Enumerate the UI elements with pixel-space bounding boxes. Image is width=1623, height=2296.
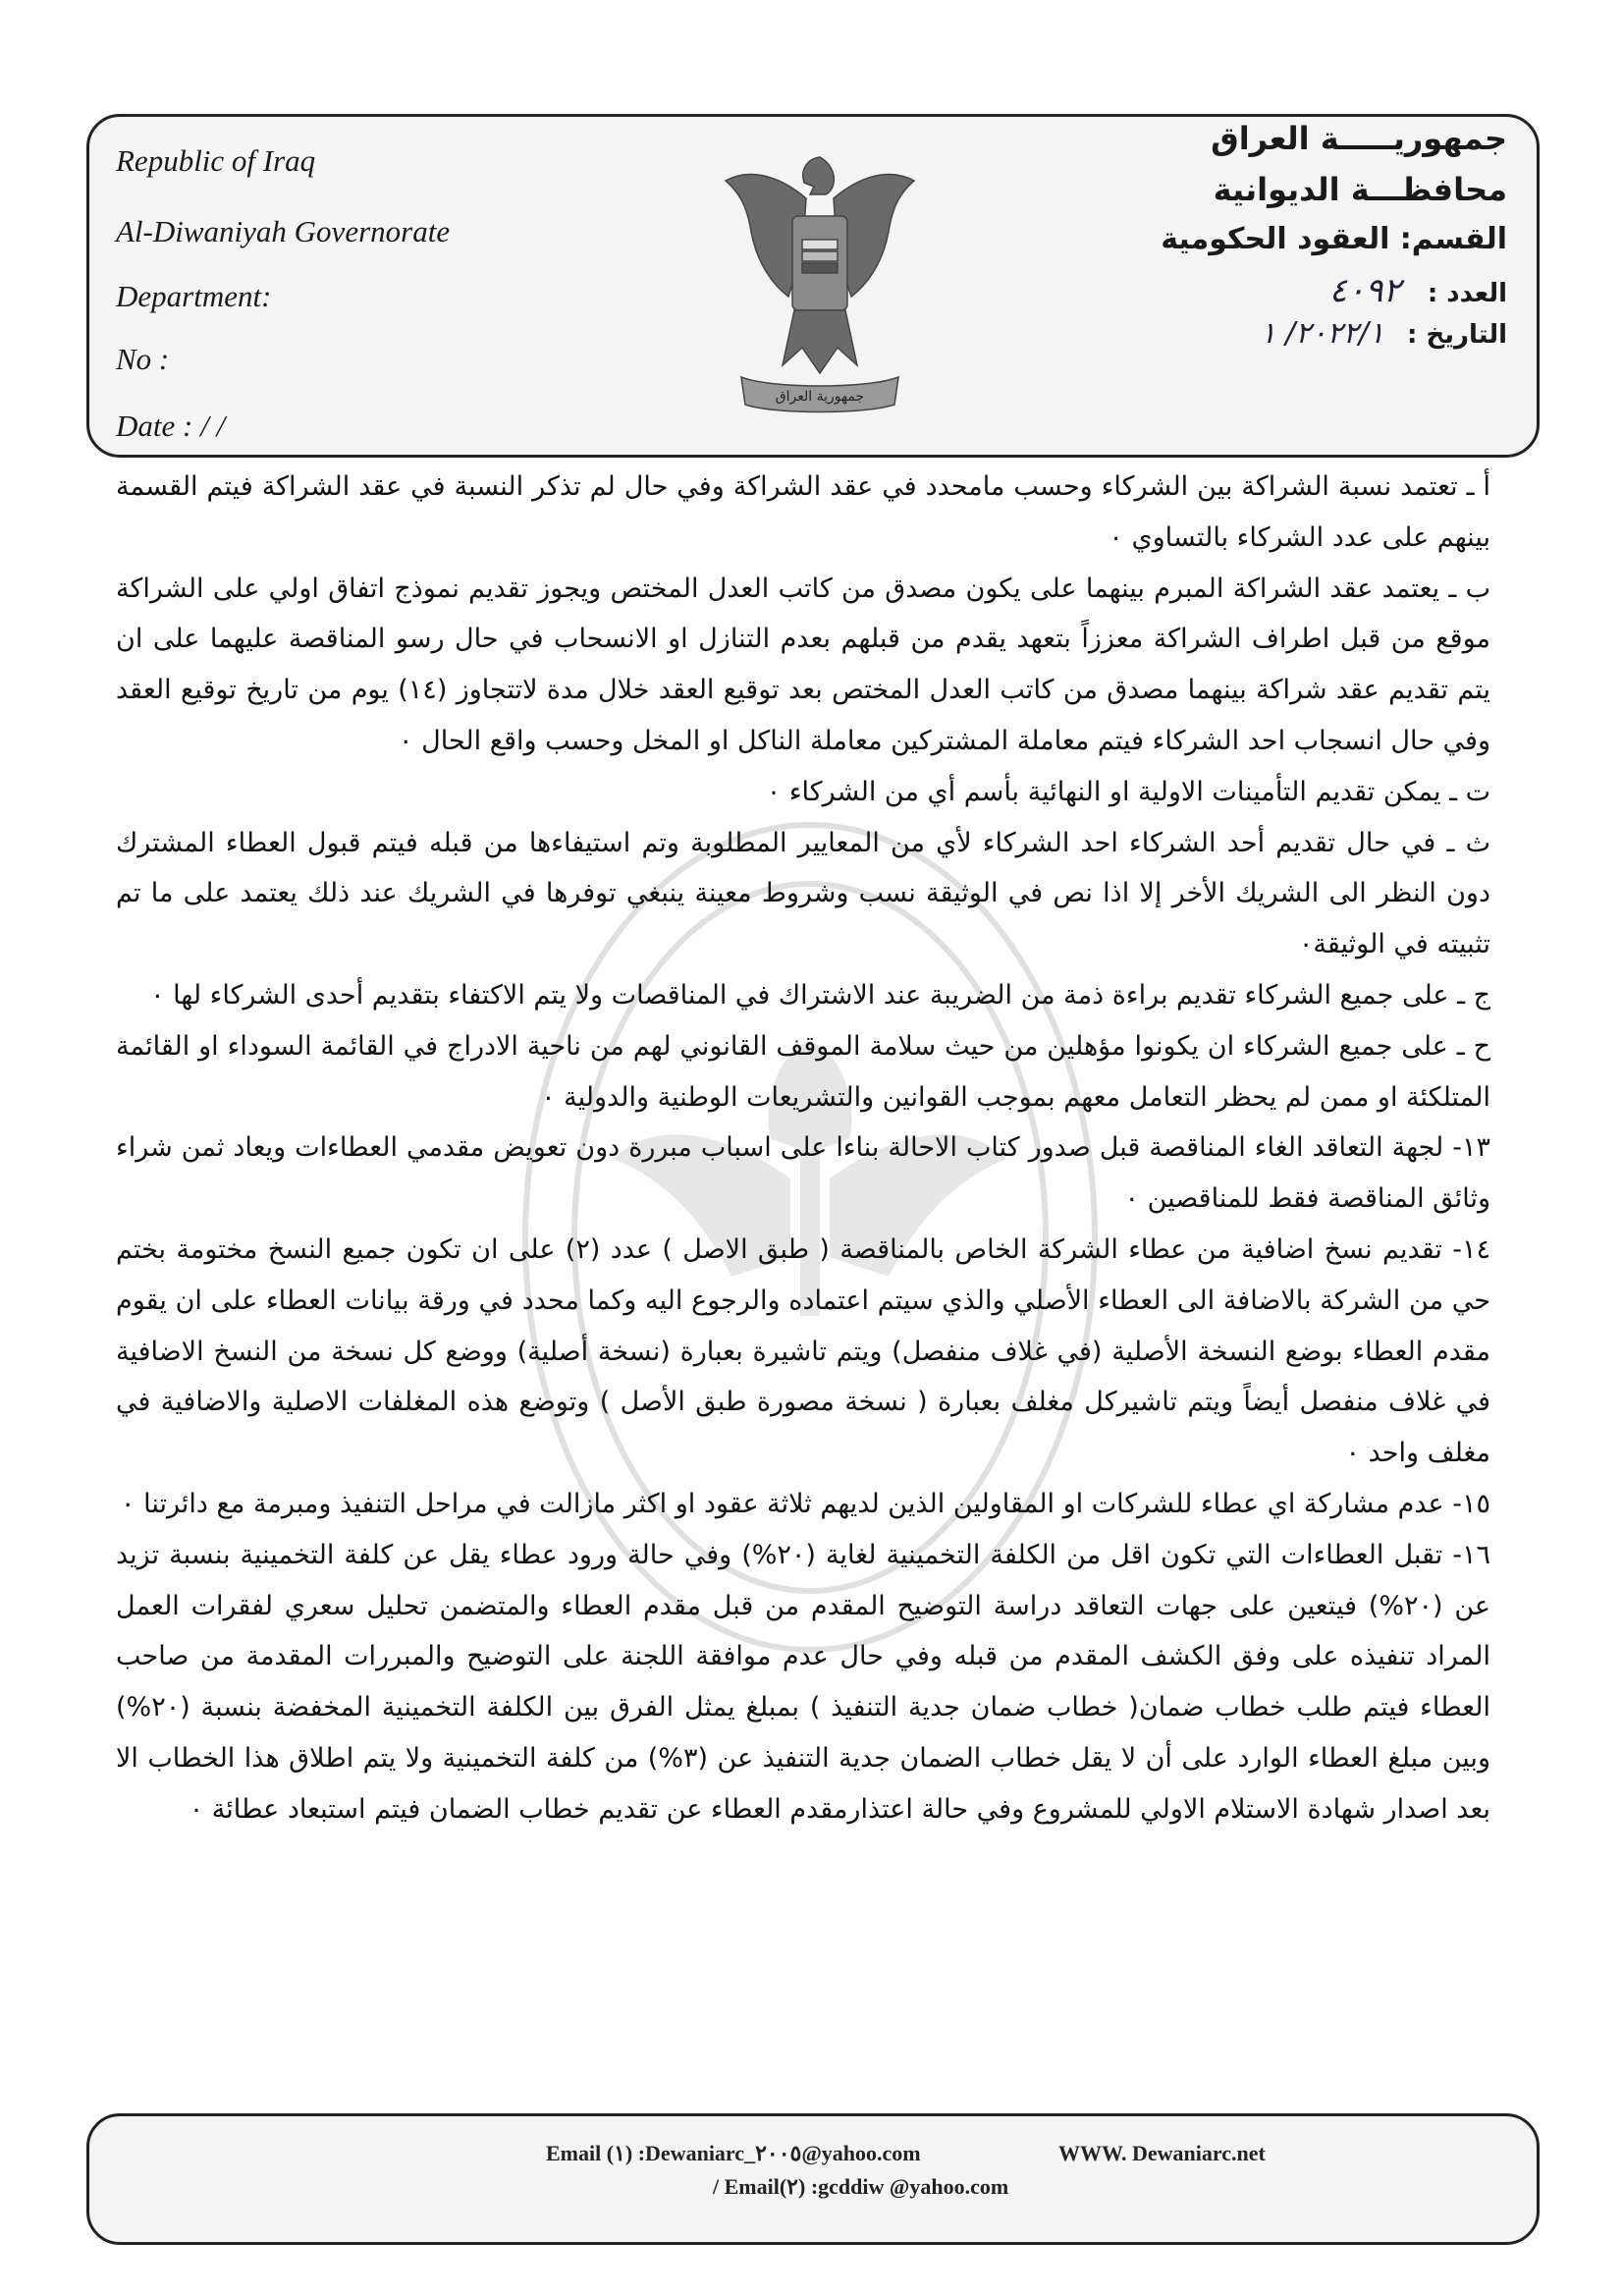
clause-h: ح ـ على جميع الشركاء ان يكونوا مؤهلين من حيث سلامة الموقف القانوني لهم من ناحية الادراج في القائمة السوداء او القائمة المتلكئة او ممن لم يحظر التعامل معهم بموجب القوانين والتشريعات الوطنية والدولية ٠	[116, 1030, 1490, 1113]
governorate-en: Al-Diwaniyah Governorate	[116, 214, 451, 248]
document-body	[116, 462, 1490, 1835]
footer-email-1: Email (١) :Dewaniarc_٢٠٠٥@yahoo.com	[546, 2141, 921, 2165]
clause-j: ج ـ على جميع الشركاء تقديم براءة ذمة من الضريبة عند الاشتراك في المناقصات ولا يتم الاكتفاء بتقديم أحدى الشركاء لها ٠	[150, 979, 1490, 1011]
clause-b: ب ـ يعتمد عقد الشراكة المبرم بينهما على يكون مصدق من كاتب العدل المختص ويجوز تقديم نموذج اتفاق اولي على الشراكة موقع من قبل اطراف الشراكة معززاً بتعهد يقدم من قبلهم بعدم التنازل او الانسحاب في حال رسو المناقصة عليهما على ان يتم تقديم عقد شراكة بينهما مصدق من كاتب العدل المختص بعد توقيع العقد خلال مدة لاتتجاوز (١٤) يوم من تاريخ توقيع العقد وفي حال انسجاب احد الشركاء فيتم معاملة المشتركين معاملة الناكل او المخل وحسب واقع الحال ٠	[116, 573, 1490, 756]
clause-15: ١٥- عدم مشاركة اي عطاء للشركات او المقاولين الذين لديهم ثلاثة عقود او اكثر مازالت في مراحل التنفيذ ومبرمة مع دائرتنا ٠	[121, 1488, 1490, 1519]
iraq-emblem-icon	[712, 137, 928, 432]
clause-16: ١٦- تقبل العطاءات التي تكون اقل من الكلفة التخمينية لغاية (٢٠%) وفي حالة ورود عطاء يقل عن كلفة التخمينية بنسبة تزيد عن (٢٠%) فيتعين على جهات التعاقد دراسة التوضيح المقدم من قبل مقدم العطاء والمتضمن تحليل سعري لفقرات العمل المراد تنفيذه على وفق الكشف المقدم من قبله وفي حال عدم موافقة اللجنة على التوضيح والمبررات المقدمة من صاحب العطاء فيتم طلب خطاب ضمان( خطاب ضمان جدية التنفيذ ) بمبلغ يمثل الفرق بين الكلفة التخمينية المخفضة بنسبة (٢٠%) وبين مبلغ العطاء الوارد على أن لا يقل خطاب الضمان جدية التنفيذ عن (٣%) من كلفة التخمينية ولا يتم اطلاق هذا الخطاب الا بعد اصدار شهادة الاستلام الاولي للمشروع وفي حالة اعتذارمقدم العطاء عن تقديم خطاب الضمان فيتم استبعاد عطائة ٠	[116, 1539, 1490, 1825]
date-label-ar: التاريخ :	[1407, 320, 1507, 350]
footer-email-2: / Email(٢) :gcddiw @yahoo.com	[713, 2174, 1009, 2199]
department-en: Department:	[116, 279, 272, 313]
clause-13: ١٣- لجهة التعاقد الغاء المناقصة قبل صدور كتاب الاحالة بناءا على اسباب مبررة دون تعويض مقدمي العطاءات ويعاد ثمن شراء وثائق المناقصة فقط للمناقصين ٠	[116, 1132, 1490, 1215]
date-value-handwritten: ٢٠٢٢/١/ ١	[1260, 316, 1384, 351]
number-en: No :	[116, 342, 170, 376]
country-ar: جمهوريـــــة العراق	[1211, 120, 1507, 157]
department-ar: القسم: العقود الحكومية	[1161, 222, 1507, 256]
clause-14: ١٤- تقديم نسخ اضافية من عطاء الشركة الخاص بالمناقصة ( طبق الاصل ) عدد (٢) على ان تكون جميع النسخ مختومة بختم حي من الشركة بالاضافة الى العطاء الأصلي والذي سيتم اعتماده والرجوع اليه وكما محدد في ورقة بيانات العطاء على ان يقوم مقدم العطاء بوضع النسخة الأصلية (في غلاف منفصل) ويتم تاشيرة بعبارة (نسخة أصلية) ووضع كل نسخة من النسخ الاضافية في غلاف منفصل أيضاً ويتم تاشيركل مغلف بعبارة ( نسخة مصورة طبق الأصل ) وتوضع هذه المغلفات الاصلية والاضافية في مغلف واحد ٠	[116, 1233, 1491, 1469]
emblem-scroll-text: جمهورية العراق	[775, 389, 865, 405]
date-en: Date : / /	[116, 409, 226, 443]
date-row	[1261, 316, 1508, 351]
clause-th: ث ـ في حال تقديم أحد الشركاء احد الشركاء لأي من المعايير المطلوبة وتم استيفاءها من قبله فيتم قبول العطاء المشترك دون النظر الى الشريك الأخر إلا اذا نص في الوثيقة نسب وشروط معينة ينبغي توفرها في الشريك عند ذلك يعتمد على ما تم تثبيته في الوثيقة٠	[116, 827, 1490, 960]
number-label-ar: العدد :	[1427, 279, 1507, 308]
clause-a: أ ـ تعتمد نسبة الشراكة بين الشركاء وحسب مامحدد في عقد الشراكة وفي حال لم تذكر النسبة في عقد الشراكة فيتم القسمة بينهم على عدد الشركاء بالتساوي ٠	[116, 471, 1490, 553]
number-row	[1329, 271, 1507, 310]
country-en: Republic of Iraq	[116, 143, 316, 178]
governorate-ar: محافظـــة الديوانية	[1213, 171, 1507, 208]
clause-t: ت ـ يمكن تقديم التأمينات الاولية او النهائية بأسم أي من الشركاء ٠	[766, 776, 1490, 807]
footer-website: WWW. Dewaniarc.net	[1058, 2141, 1266, 2165]
number-value-handwritten: ٤٠٩٢	[1328, 271, 1401, 310]
